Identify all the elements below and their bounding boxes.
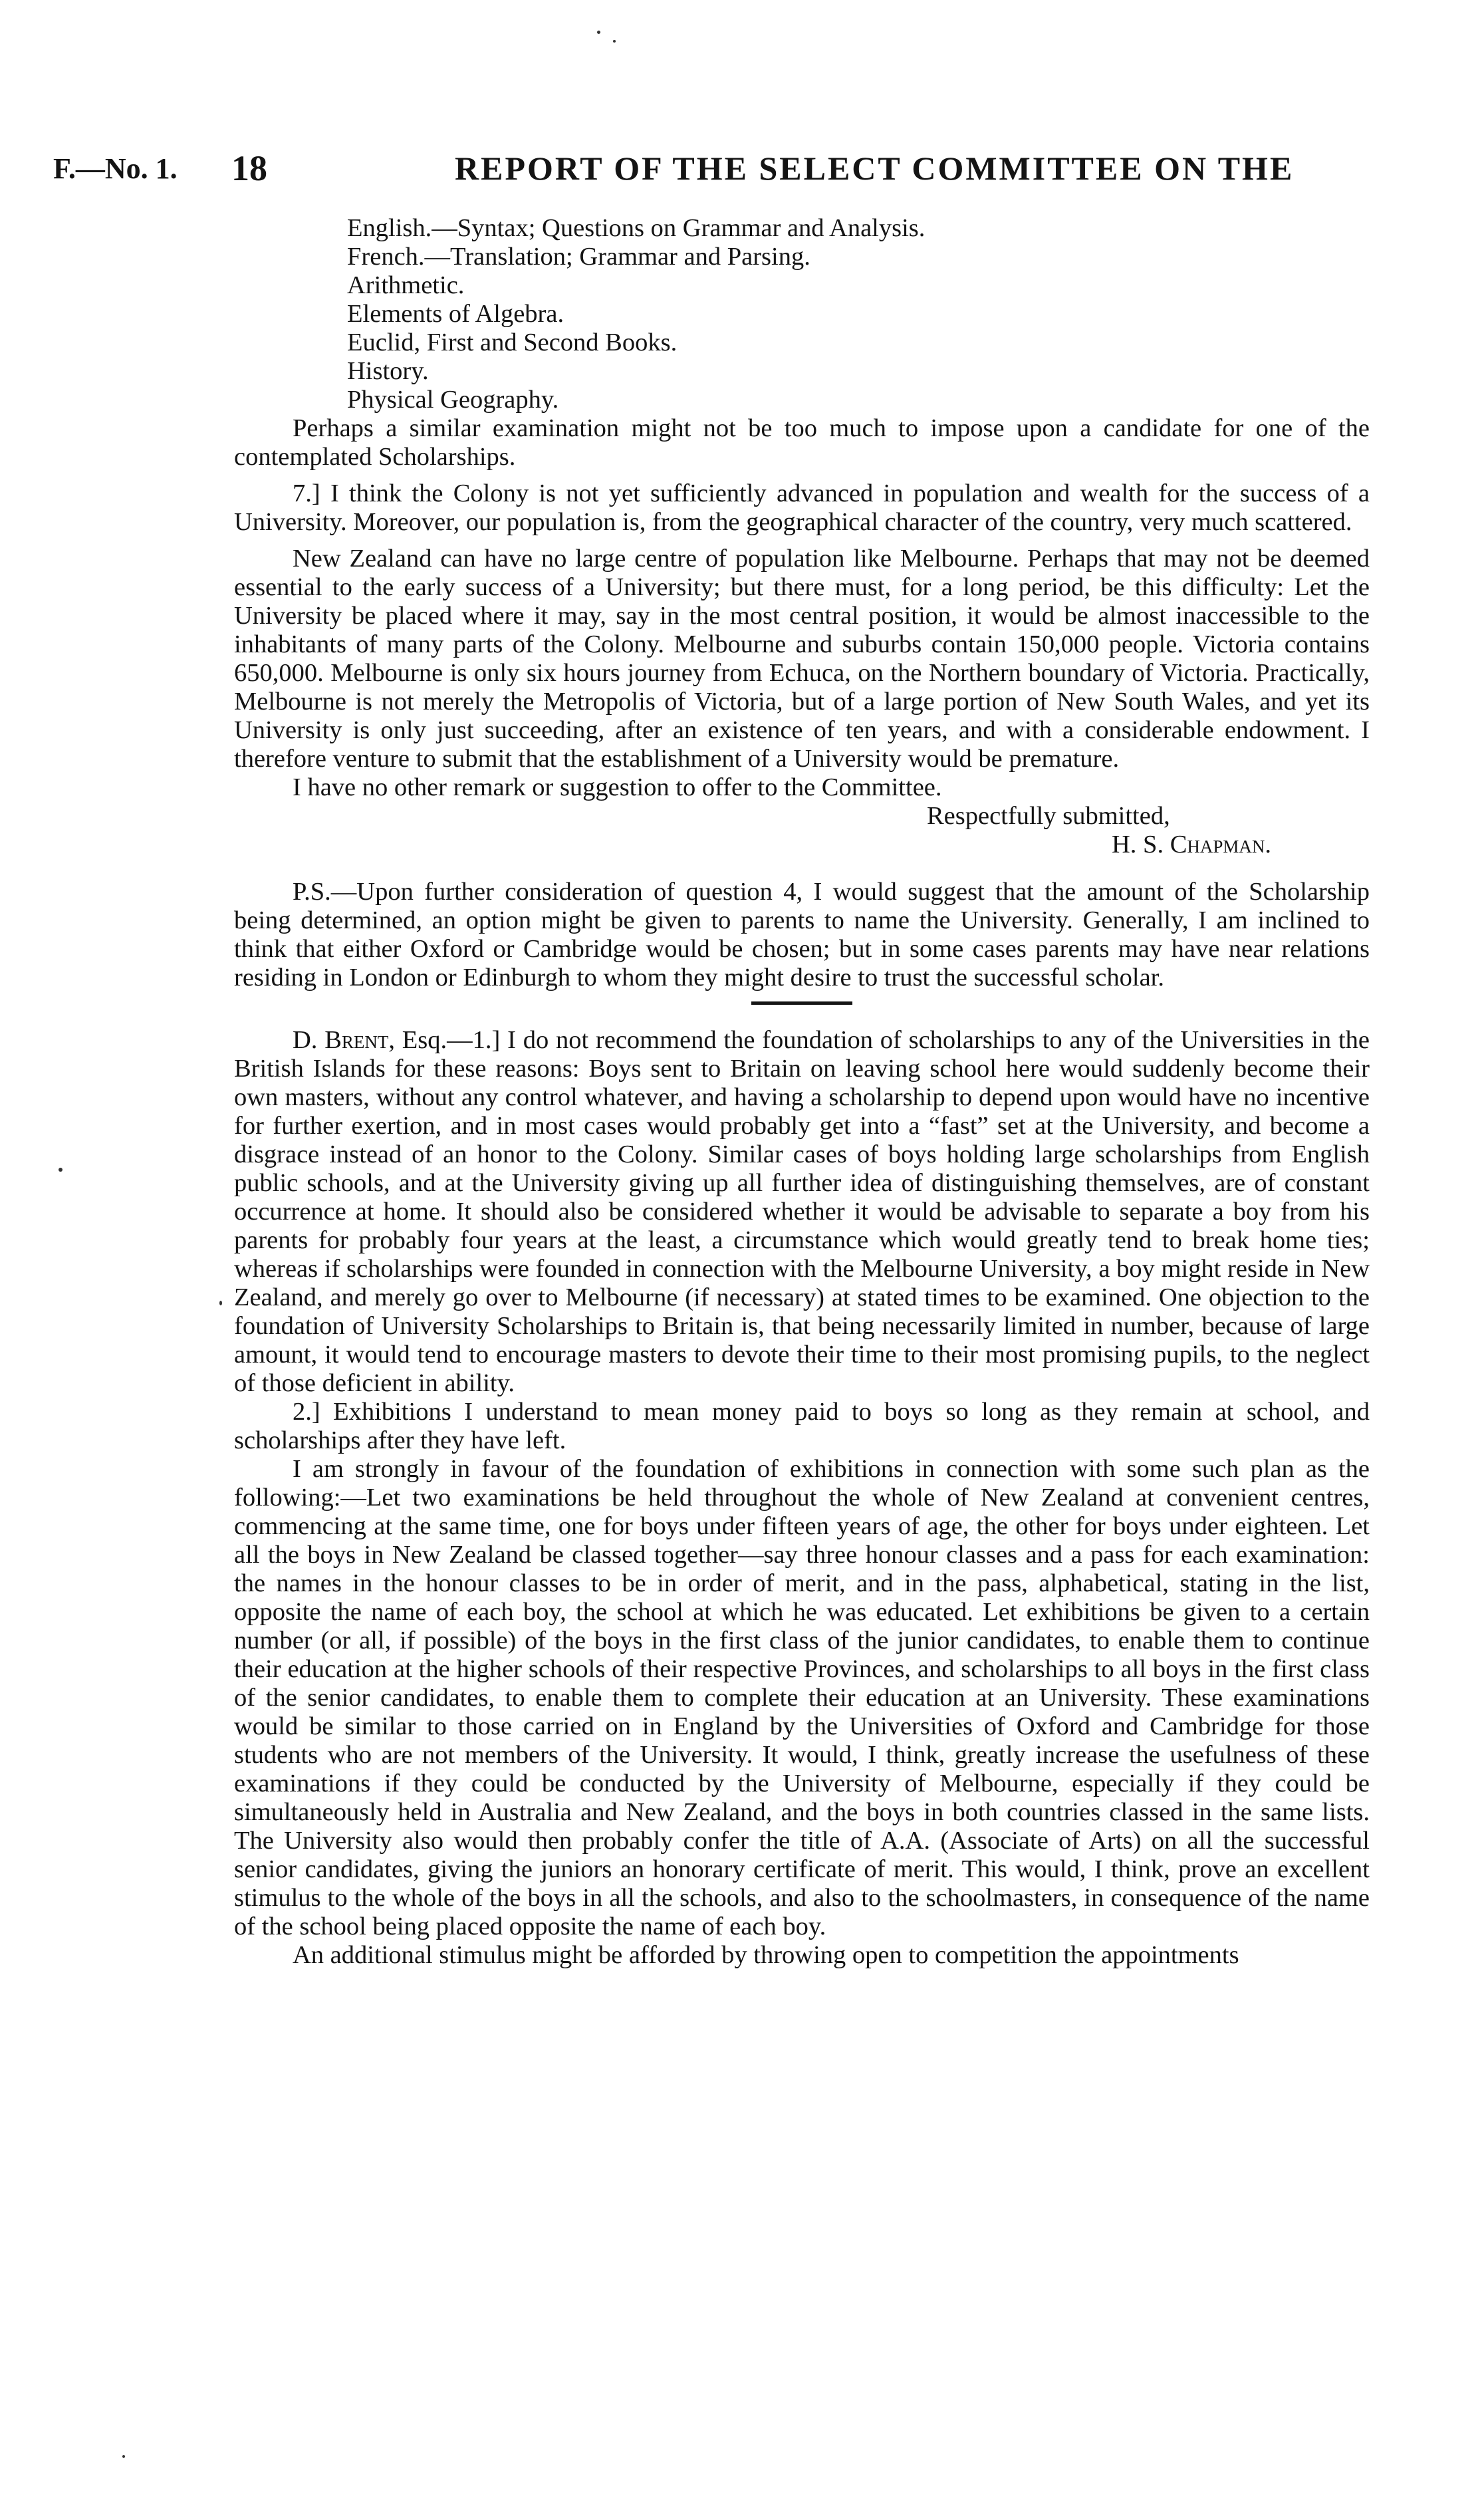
paragraph: New Zealand can have no large centre of population like Melbourne. Perhaps that may not be deemed essential to the early success of a University; but there must, for a long period, be this difficulty: Let the University be placed where it may, say in the most central position, it would be almost inaccessible to the inhabitants of many parts of the Colony. Melbourne and suburbs contain 150,000 people. Victoria contains 650,000. Melbourne is only six hours journey from Echuca, on the Northern boundary of Victoria. Practically, Melbourne is not merely the Metropolis of Victoria, but of a large portion of New South Wales, and yet its University is only just succeeding, after an existence of ten years, and with a considerable endowment. I therefore venture to submit that the establishment of a University would be premature. [234, 545, 1370, 773]
subject-item: Elements of Algebra. [347, 300, 564, 328]
paragraph: I have no other remark or suggestion to offer to the Committee. [293, 773, 942, 801]
scan-speck [59, 1168, 62, 1172]
paper-reference: F.—No. 1. [53, 152, 178, 185]
document-body [234, 214, 1370, 1970]
paragraph: I am strongly in favour of the foundation of exhibitions in connection with some such plan as the following:—Let two examinations be held throughout the whole of New Zealand at convenient centres, commencing at the same time, one for boys under fifteen years of age, the other for boys under eighteen. Let all the boys in New Zealand be classed together—say three honour classes and a pass for each examination: the names in the honour classes to be in order of merit, and in the pass, alphabetical, stating in the list, opposite the name of each boy, the school at which he was educated. Let exhibitions be given to a certain number (or all, if possible) of the boys in the first class of the junior candidates, to enable them to continue their education at the higher schools of their respective Provinces, and scholarships to all boys in the first class of the senior candidates, to enable them to complete their education at an University. These examinations would be similar to those carried on in England by the Universities of Oxford and Cambridge for those students who are not members of the University. It would, I think, greatly increase the usefulness of these examinations if they could be conducted by the University of Melbourne, especially if they could be simultaneously held in Australia and New Zealand, and the boys in both countries classed in the same lists. The University also would then probably confer the title of A.A. (Associate of Arts) on all the successful senior candidates, giving the juniors an honorary certificate of merit. This would, I think, prove an excellent stimulus to the whole of the boys in all the schools, and also to the schoolmasters, in consequence of the name of the school being placed opposite the name of each boy. [234, 1455, 1370, 1940]
subject-list [234, 214, 1370, 414]
signature-closing: Respectfully submitted, [927, 802, 1170, 830]
running-header [53, 148, 1383, 198]
subject-item: History. [347, 357, 429, 385]
paragraph: An additional stimulus might be afforded by throwing open to competition the appointments [293, 1941, 1239, 1969]
signature-name: H. S. Chapman. [1112, 831, 1272, 858]
paragraph [234, 1026, 1370, 1398]
page-number: 18 [231, 148, 267, 188]
section-divider [751, 1001, 852, 1005]
subject-item: Arithmetic. [347, 271, 465, 299]
scan-speck [597, 31, 600, 34]
paragraph: Perhaps a similar examination might not be too much to impose upon a candidate for one of the contemplated Scholarships. [234, 414, 1370, 471]
postscript: P.S.—Upon further consideration of question 4, I would suggest that the amount of the Scholarship being determined, an option might be given to parents to name the University. Generally, I am inclined to think that either Oxford or Cambridge would be chosen; but in some cases parents may have near relations residing in London or Edinburgh to whom they might desire to trust the successful scholar. [234, 878, 1370, 991]
correspondent-name: D. Brent, [293, 1026, 395, 1054]
subject-item: English.—Syntax; Questions on Grammar and Analysis. [347, 214, 926, 242]
subject-item: French.—Translation; Grammar and Parsing. [347, 243, 810, 271]
subject-item: Euclid, First and Second Books. [347, 329, 678, 356]
running-title: REPORT OF THE SELECT COMMITTEE ON THE [455, 150, 1295, 187]
subject-item: Physical Geography. [347, 386, 559, 414]
signature-block [234, 802, 1370, 859]
paragraph-text: Esq.—1.] I do not recommend the foundation of scholarships to any of the Universities in the British Islands for these reasons: Boys sent to Britain on leaving school here would suddenly become their own masters, without any control whatever, and having a scholarship to depend upon would have no incentive for further exertion, and in most cases would probably get into a “fast” set at the University, and become a disgrace instead of an honor to the Colony. Similar cases of boys holding large scholarships from English public schools, and at the University giving up all further idea of distinguishing themselves, are of constant occurrence at home. It should also be considered whether it would be advisable to separate a boy from his parents for probably four years at the least, a circumstance which would greatly tend to break home ties; whereas if scholarships were founded in connection with the Melbourne University, a boy might reside in New Zealand, and merely go over to Melbourne (if necessary) at stated times to be examined. One objection to the foundation of University Scholarships to Britain is, that being necessarily limited in number, because of large amount, it would tend to encourage masters to devote their time to their most promising pupils, to the neglect of those deficient in ability. [234, 1026, 1370, 1397]
scan-speck [613, 40, 616, 43]
scan-speck [219, 1301, 222, 1305]
paragraph: 2.] Exhibitions I understand to mean money paid to boys so long as they remain at school, and scholarships after they have left. [234, 1398, 1370, 1454]
scan-speck [122, 2455, 125, 2458]
paragraph: 7.] I think the Colony is not yet sufficiently advanced in population and wealth for the success of a University. Moreover, our population is, from the geographical character of the country, very much scattered. [234, 479, 1370, 536]
